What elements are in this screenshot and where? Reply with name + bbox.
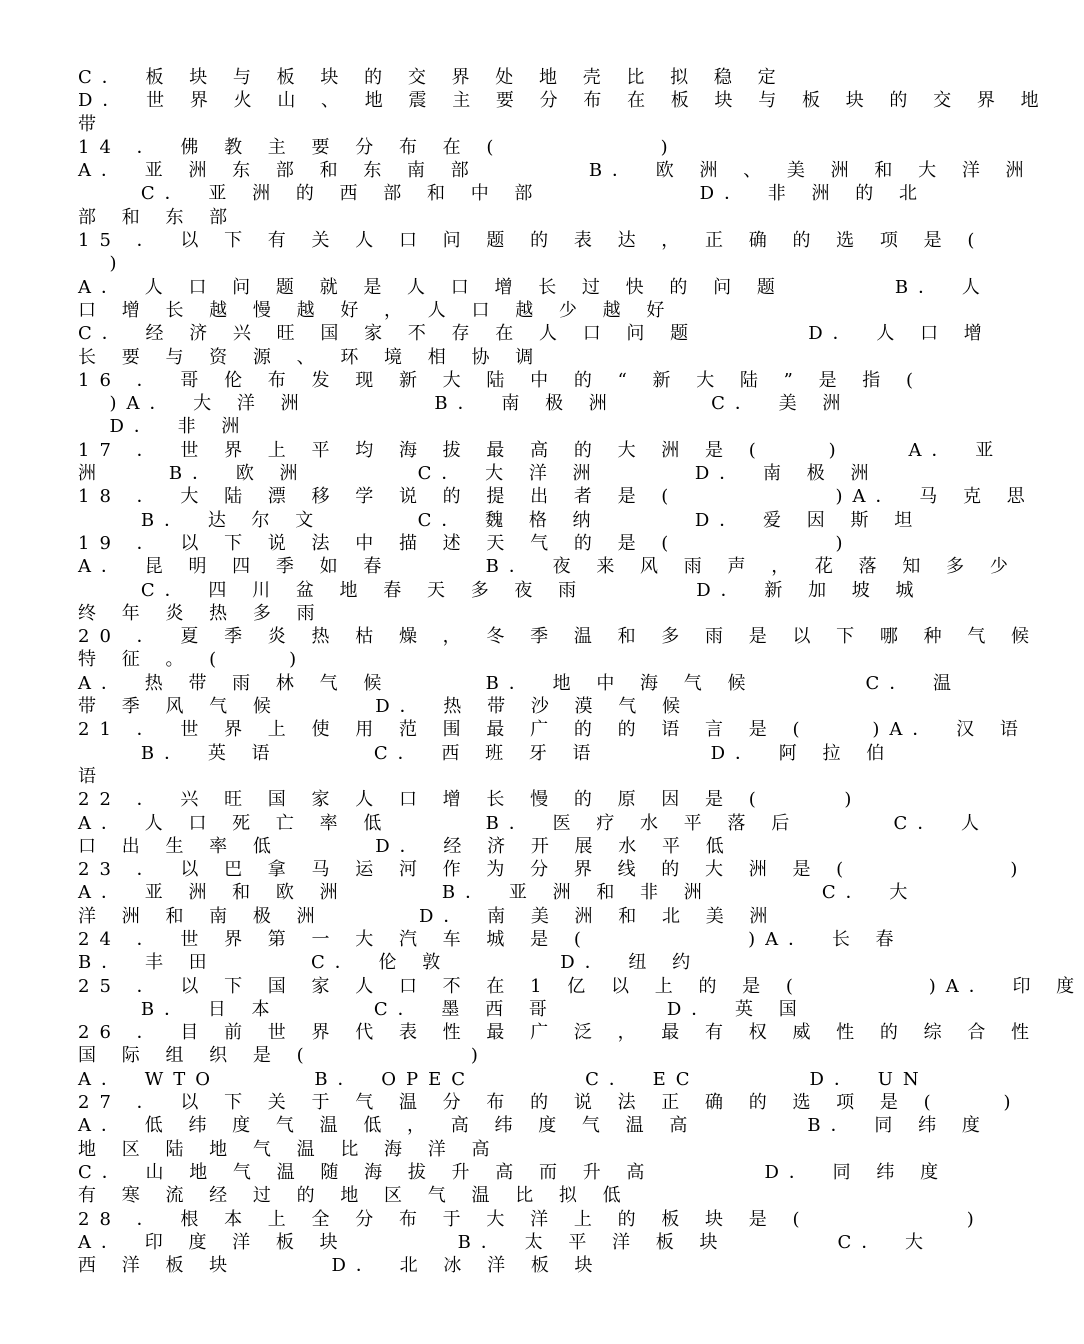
text-line: C． 经 济 兴 旺 国 家 不 存 在 人 口 问 题 D． 人 口 增 bbox=[78, 323, 992, 345]
text-line: 口 出 生 率 低 D． 经 济 开 展 水 平 低 bbox=[78, 835, 734, 857]
question-17: 17 ． 世 界 上 平 均 海 拔 最 高 的 大 洲 是 ( ) A． 亚 bbox=[78, 439, 1004, 461]
text-line: B． 日 本 C． 墨 西 哥 D． 英 国 bbox=[78, 998, 807, 1020]
text-line: 口 增 长 越 慢 越 好 ， 人 口 越 少 越 好 bbox=[78, 299, 675, 321]
text-line: 带 bbox=[78, 113, 106, 135]
text-line: A． 昆 明 四 季 如 春 B． 夜 来 风 雨 声 ， 花 落 知 多 少 bbox=[78, 556, 1018, 578]
question-26: 26 ． 目 前 世 界 代 表 性 最 广 泛 ， 最 有 权 威 性 的 综 合 性 bbox=[78, 1022, 1040, 1044]
text-line: A． 低 纬 度 气 温 低 ， 高 纬 度 气 温 高 B． 同 纬 度 bbox=[78, 1115, 990, 1137]
text-line: 洋 洲 和 南 极 洲 D． 南 美 洲 和 北 美 洲 bbox=[78, 905, 778, 927]
text-line: C． 四 川 盆 地 春 天 多 夜 雨 D． 新 加 坡 城 bbox=[78, 579, 924, 601]
text-line: 地 区 陆 地 气 温 比 海 洋 高 bbox=[78, 1138, 500, 1160]
text-line: D． 非 洲 bbox=[78, 416, 250, 438]
question-16: 16 ． 哥 伦 布 发 现 新 大 陆 中 的 “ 新 大 陆 ” 是 指 ( bbox=[78, 369, 924, 391]
question-14: 14 ． 佛 教 主 要 分 布 在 ( ) bbox=[78, 136, 678, 158]
text-line: C． 山 地 气 温 随 海 拔 升 高 而 升 高 D． 同 纬 度 bbox=[78, 1161, 949, 1183]
text-line: B． 达 尔 文 C． 魏 格 纳 D． 爱 因 斯 坦 bbox=[78, 509, 923, 531]
text-line: 语 bbox=[78, 765, 106, 787]
question-22: 22 ． 兴 旺 国 家 人 口 增 长 慢 的 原 因 是 ( ) bbox=[78, 789, 862, 811]
text-line: A． WTO B． OPEC C． EC D． UN bbox=[78, 1068, 929, 1090]
text-line: B． 丰 田 C． 伦 敦 D． 纽 约 bbox=[78, 952, 701, 974]
question-28: 28 ． 根 本 上 全 分 布 于 大 洋 上 的 板 块 是 ( ) bbox=[78, 1208, 984, 1230]
text-line: 有 寒 流 经 过 的 地 区 气 温 比 拟 低 bbox=[78, 1185, 631, 1207]
text-line: D． 世 界 火 山 、 地 震 主 要 分 布 在 板 块 与 板 块 的 交 界 地 bbox=[78, 90, 1049, 112]
text-line: 国 际 组 织 是 ( ) bbox=[78, 1045, 488, 1067]
question-18: 18 ． 大 陆 漂 移 学 说 的 提 出 者 是 ( )A． 马 克 思 bbox=[78, 486, 1035, 508]
text-line: C． 亚 洲 的 西 部 和 中 部 D． 非 洲 的 北 bbox=[78, 183, 927, 205]
text-line: 特 征 。 ( ) bbox=[78, 649, 307, 671]
text-line: 西 洋 板 块 D． 北 冰 洋 板 块 bbox=[78, 1255, 603, 1277]
text-line: A． 人 口 死 亡 率 低 B． 医 疗 水 平 落 后 C． 人 bbox=[78, 812, 990, 834]
question-15: 15 ． 以 下 有 关 人 口 问 题 的 表 达 ， 正 确 的 选 项 是 ( bbox=[78, 230, 985, 252]
question-23: 23 ． 以 巴 拿 马 运 河 作 为 分 界 线 的 大 洲 是 ( ) bbox=[78, 859, 1028, 881]
text-line: A． 亚 洲 东 部 和 东 南 部 B． 欧 洲 、 美 洲 和 大 洋 洲 bbox=[78, 160, 1034, 182]
text-line: B． 英 语 C． 西 班 牙 语 D． 阿 拉 伯 bbox=[78, 742, 895, 764]
text-line: )A． 大 洋 洲 B． 南 极 洲 C． 美 洲 bbox=[78, 393, 851, 415]
text-line: A． 亚 洲 和 欧 洲 B． 亚 洲 和 非 洲 C． 大 bbox=[78, 882, 918, 904]
text-line: 带 季 风 气 候 D． 热 带 沙 漠 气 候 bbox=[78, 696, 690, 718]
text-line: 终 年 炎 热 多 雨 bbox=[78, 602, 325, 624]
question-24: 24 ． 世 界 第 一 大 汽 车 城 是 ( )A． 长 春 bbox=[78, 928, 904, 950]
question-page bbox=[78, 66, 1084, 1277]
question-25: 25 ． 以 下 国 家 人 口 不 在 1 亿 以 上 的 是 ( )A． 印 度 bbox=[78, 975, 1084, 997]
question-21: 21 ． 世 界 上 使 用 范 围 最 广 的 的 语 言 是 ( )A． 汉 语 bbox=[78, 719, 1028, 741]
text-line: A． 人 口 问 题 就 是 人 口 增 长 过 快 的 问 题 B． 人 bbox=[78, 276, 990, 298]
question-19: 19 ． 以 下 说 法 中 描 述 天 气 的 是 ( ) bbox=[78, 532, 853, 554]
question-20: 20 ． 夏 季 炎 热 枯 燥 ， 冬 季 温 和 多 雨 是 以 下 哪 种 气 候 bbox=[78, 626, 1040, 648]
text-line: C． 板 块 与 板 块 的 交 界 处 地 壳 比 拟 稳 定 bbox=[78, 67, 786, 88]
text-line: ) bbox=[78, 253, 127, 275]
text-line: 长 要 与 资 源 、 环 境 相 协 调 bbox=[78, 346, 544, 368]
text-line: A． 热 带 雨 林 气 候 B． 地 中 海 气 候 C． 温 bbox=[78, 672, 962, 694]
text-line: A． 印 度 洋 板 块 B． 太 平 洋 板 块 C． 大 bbox=[78, 1231, 934, 1253]
text-line: 部 和 东 部 bbox=[78, 206, 238, 228]
text-line: 洲 B． 欧 洲 C． 大 洋 洲 D． 南 极 洲 bbox=[78, 463, 879, 485]
question-27: 27 ． 以 下 关 于 气 温 分 布 的 说 法 正 确 的 选 项 是 ( ) bbox=[78, 1092, 1021, 1114]
